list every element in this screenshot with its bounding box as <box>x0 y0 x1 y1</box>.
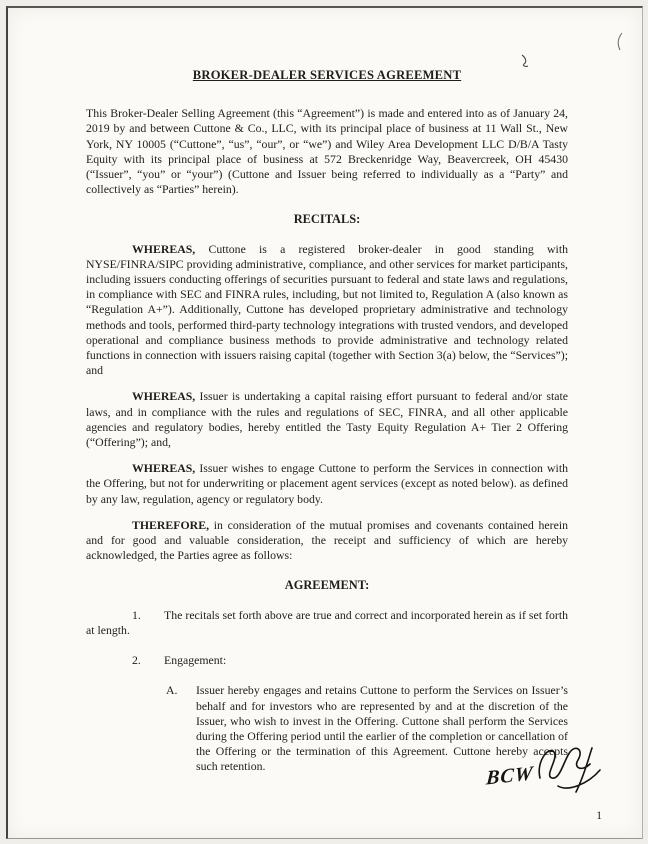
therefore-paragraph <box>86 518 568 564</box>
handwritten-initials <box>486 742 606 794</box>
whereas-lead: WHEREAS, <box>132 461 196 476</box>
item-number: 2. <box>132 653 141 668</box>
scan-artifact-corner <box>608 32 624 52</box>
numbered-item-2 <box>86 653 568 668</box>
intro-paragraph: This Broker-Dealer Selling Agreement (this “Agreement”) is made and entered into as of January 24, 2019 by and between Cuttone & Co., LLC, with its principal place of business at 11 Wall St., New York, NY 10005 (“Cuttone”, “us”, “our”, or “we”) and Wiley Area Development LLC D/B/A Tasty Equity with its principal place of business at 572 Breckenridge Way, Beavercreek, OH 45430 (“Issuer”, “you” or “your”) (Cuttone and Issuer being referred to individually as a “Party” and collectively as “Parties” herein). <box>86 106 568 197</box>
document-body <box>86 68 568 786</box>
therefore-text: in consideration of the mutual promises and covenants contained herein and for good and valuable consideration, the receipt and sufficiency of which are hereby acknowledged, the Parties agree as follows: <box>86 517 568 563</box>
recital-paragraph-2 <box>86 389 568 450</box>
page-number: 1 <box>596 810 602 822</box>
numbered-item-1 <box>86 608 568 638</box>
recitals-heading: RECITALS: <box>293 212 361 227</box>
recital-text: Issuer is undertaking a capital raising effort pursuant to federal and/or state laws, and in compliance with the rules and regulations of SEC, FINRA, and all other applicable agencies and regulatory bodies, hereby entitled the Tasty Equity Regulation A+ Tier 2 Offering (“Offering”); and, <box>86 389 568 450</box>
whereas-lead: WHEREAS, <box>132 241 196 256</box>
recital-paragraph-3 <box>86 461 568 507</box>
document-title: BROKER-DEALER SERVICES AGREEMENT <box>192 68 462 82</box>
recital-paragraph-1 <box>86 242 568 379</box>
scanned-page <box>6 6 643 839</box>
item-number: 1. <box>132 607 141 622</box>
scan-artifact-mark <box>520 54 530 68</box>
signature-scrawl-icon <box>532 742 606 794</box>
whereas-lead: WHEREAS, <box>132 389 196 404</box>
recital-text: Cuttone is a registered broker-dealer in good standing with NYSE/FINRA/SIPC providing administrative, compliance, and other services for market participants, including issuers conducting offerings of securities pursuant to federal and state laws and regulations, in compliance with SEC and FINRA rules, including, but not limited to, Regulation A (also known as “Regulation A+”). Additionally, Cuttone has developed proprietary administrative and technology methods and tools, performed third-party technology integrations with trusted vendors, and developed operational and compliance business methods to provide administrative and technology related functions in connection with issuers raising capital (together with Section 3(a) below, the “Services”); and <box>86 241 568 378</box>
subitem-text: Issuer hereby engages and retains Cuttone to perform the Services on Issuer’s behalf and for investors who are represented by and at the discretion of the Issuer, who wish to invest in the Offering. Cuttone shall perform the Services during the Offering period until the earlier of the completion or cancellation of the Offering or the termination of this Agreement. Cuttone hereby accepts such retention. <box>196 683 568 774</box>
therefore-lead: THEREFORE, <box>132 517 210 532</box>
agreement-heading: AGREEMENT: <box>284 578 370 593</box>
recital-text: Issuer wishes to engage Cuttone to perform the Services in connection with the Offering, but not for underwriting or placement agent services (except as noted below). as defined by any law, regulation, agency or regulatory body. <box>86 461 568 506</box>
item-text: The recitals set forth above are true and correct and incorporated herein as if set forth at length. <box>86 607 568 637</box>
item-text: Engagement: <box>164 653 227 668</box>
signature-initials-text: BCW <box>485 762 535 790</box>
subitem-label: A. <box>166 683 178 698</box>
